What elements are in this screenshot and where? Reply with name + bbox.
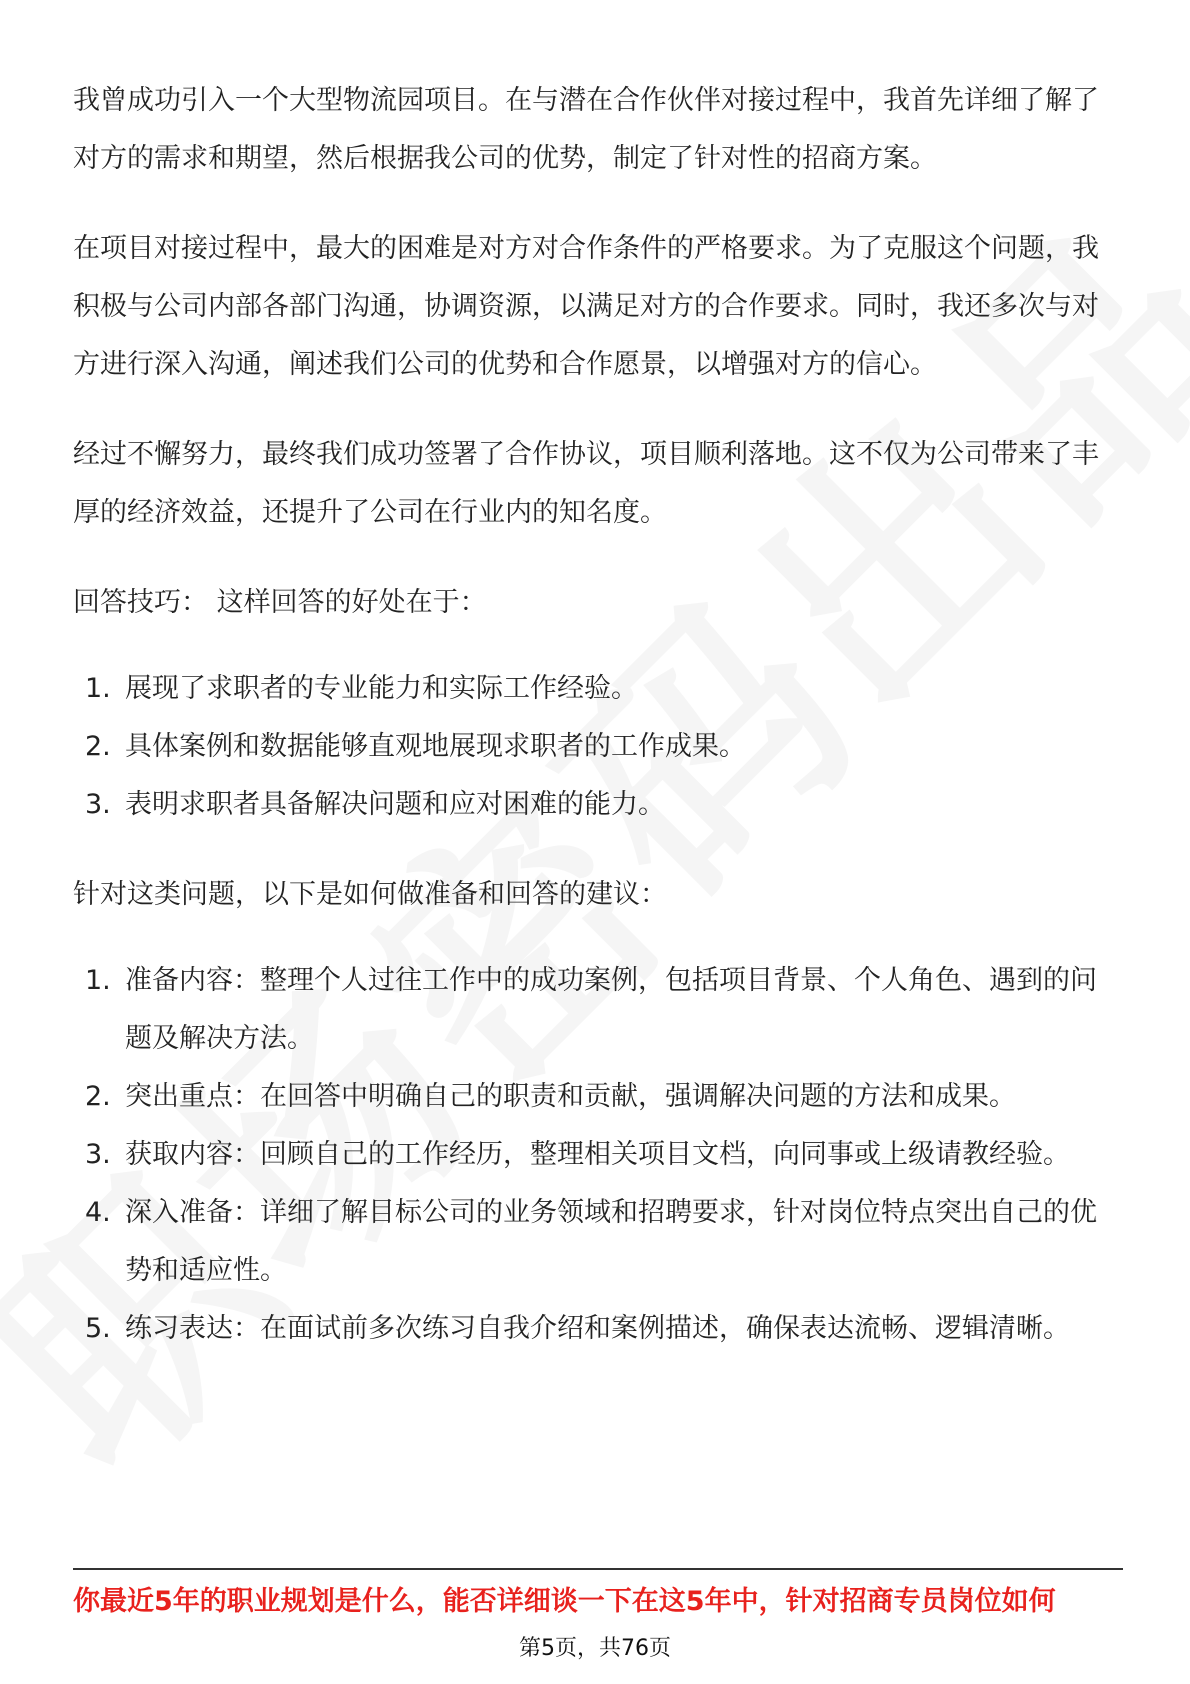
list-item xyxy=(73,718,1123,776)
list-text: 突出重点：在回答中明确自己的职责和贡献，强调解决问题的方法和成果。 xyxy=(125,1081,1016,1112)
list-text: 练习表达：在面试前多次练习自我介绍和案例描述，确保表达流畅、逻辑清晰。 xyxy=(125,1313,1070,1344)
paragraph: 我曾成功引入一个大型物流园项目。在与潜在合作伙伴对接过程中，我首先详细了解了对方的需求和期望，然后根据我公司的优势，制定了针对性的招商方案。 xyxy=(73,85,1099,174)
list-text: 准备内容：整理个人过往工作中的成功案例，包括项目背景、个人角色、遇到的问题及解决方法。 xyxy=(125,965,1097,1054)
list-item xyxy=(73,660,1123,718)
list-item xyxy=(73,1184,1123,1300)
list-number: 1. xyxy=(85,965,111,996)
list-text: 获取内容：回顾自己的工作经历，整理相关项目文档，向同事或上级请教经验。 xyxy=(125,1139,1070,1170)
list-number: 5. xyxy=(85,1313,111,1344)
divider xyxy=(73,1568,1123,1570)
tips-heading: 回答技巧： 这样回答的好处在于： xyxy=(73,587,487,618)
page-number: 第5页，共76页 xyxy=(519,1636,671,1661)
list-text: 具体案例和数据能够直观地展现求职者的工作成果。 xyxy=(125,731,746,762)
list-number: 2. xyxy=(85,1081,111,1112)
list-text: 表明求职者具备解决问题和应对困难的能力。 xyxy=(125,789,665,820)
advice-list xyxy=(73,952,1123,1358)
list-item xyxy=(73,1300,1123,1358)
tips-list xyxy=(73,660,1123,834)
document-body xyxy=(73,72,1123,1358)
list-item xyxy=(73,776,1123,834)
list-number: 1. xyxy=(85,673,111,704)
next-question-heading: 你最近5年的职业规划是什么，能否详细谈一下在这5年中，针对招商专员岗位如何 xyxy=(73,1586,1056,1617)
list-text: 深入准备：详细了解目标公司的业务领域和招聘要求，针对岗位特点突出自己的优势和适应性。 xyxy=(125,1197,1097,1286)
list-item xyxy=(73,1126,1123,1184)
list-item xyxy=(73,1068,1123,1126)
advice-heading: 针对这类问题，以下是如何做准备和回答的建议： xyxy=(73,879,667,910)
list-number: 2. xyxy=(85,731,111,762)
paragraph: 经过不懈努力，最终我们成功签署了合作协议，项目顺利落地。这不仅为公司带来了丰厚的经济效益，还提升了公司在行业内的知名度。 xyxy=(73,439,1099,528)
list-item xyxy=(73,952,1123,1068)
list-number: 4. xyxy=(85,1197,111,1228)
paragraph: 在项目对接过程中，最大的困难是对方对合作条件的严格要求。为了克服这个问题，我积极与公司内部各部门沟通，协调资源，以满足对方的合作要求。同时，我还多次与对方进行深入沟通，阐述我们公司的优势和合作愿景，以增强对方的信心。 xyxy=(73,233,1099,380)
list-text: 展现了求职者的专业能力和实际工作经验。 xyxy=(125,673,638,704)
list-number: 3. xyxy=(85,1139,111,1170)
list-number: 3. xyxy=(85,789,111,820)
